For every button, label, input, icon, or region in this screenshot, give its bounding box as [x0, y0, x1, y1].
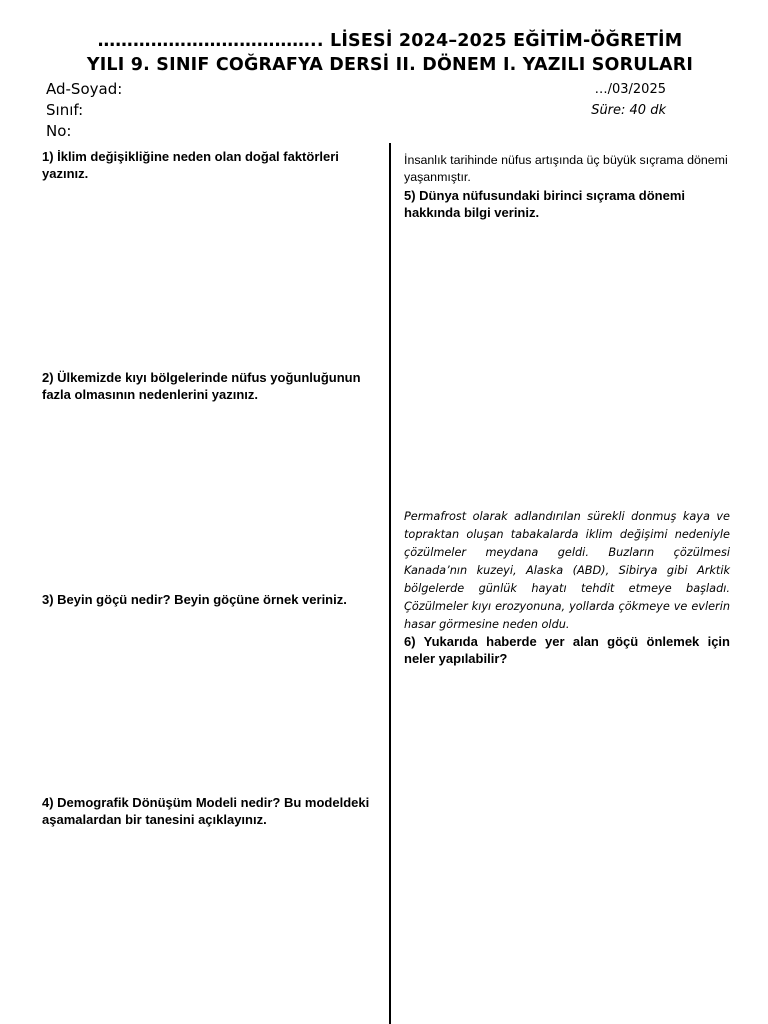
exam-date: …/03/2025 — [594, 82, 666, 97]
column-divider — [389, 143, 391, 1024]
question-2: 2) Ülkemizde kıyı bölgelerinde nüfus yoğunluğunun fazla olmasının nedenlerini yazınız. — [42, 370, 361, 402]
exam-duration: Süre: 40 dk — [591, 103, 666, 118]
question-4: 4) Demografik Dönüşüm Modeli nedir? Bu modeldeki aşamalardan bir tanesini açıklayınız. — [42, 795, 370, 827]
population-intro-text: İnsanlık tarihinde nüfus artışında üç büyük sıçrama dönemi yaşanmıştır. — [404, 153, 728, 184]
question-6: 6) Yukarıda haberde yer alan göçü önlemek için neler yapılabilir? — [404, 634, 730, 666]
question-3: 3) Beyin göçü nedir? Beyin göçüne örnek veriniz. — [42, 592, 347, 607]
permafrost-news-text: Permafrost olarak adlandırılan sürekli donmuş kaya ve topraktan oluşan tabakalarda iklim değişimi nedeniyle çözülmeler meydana geldi. Buzların çözülmesi Kanada’nın kuzeyi, Alaska (ABD), Sibirya gibi Arktik bölgelerde günlük hayatı tehdit etmeye başladı. Çözülmeler kıyı erozyonuna, yollarda çökmeye ve evlerin hasar görmesine neden oldu. — [404, 510, 730, 631]
question-5: 5) Dünya nüfusundaki birinci sıçrama dönemi hakkında bilgi veriniz. — [404, 188, 686, 220]
exam-title-line-1: ……………………………….. LİSESİ 2024–2025 EĞİTİM-ÖĞRETİM — [97, 31, 683, 51]
number-field-label: No: — [46, 122, 72, 140]
class-field-label: Sınıf: — [46, 101, 84, 119]
question-1: 1) İklim değişikliğine neden olan doğal faktörleri yazınız. — [42, 149, 339, 181]
exam-title-line-2: YILI 9. SINIF COĞRAFYA DERSİ II. DÖNEM I. YAZILI SORULARI — [86, 55, 694, 75]
name-field-label: Ad-Soyad: — [46, 80, 123, 98]
